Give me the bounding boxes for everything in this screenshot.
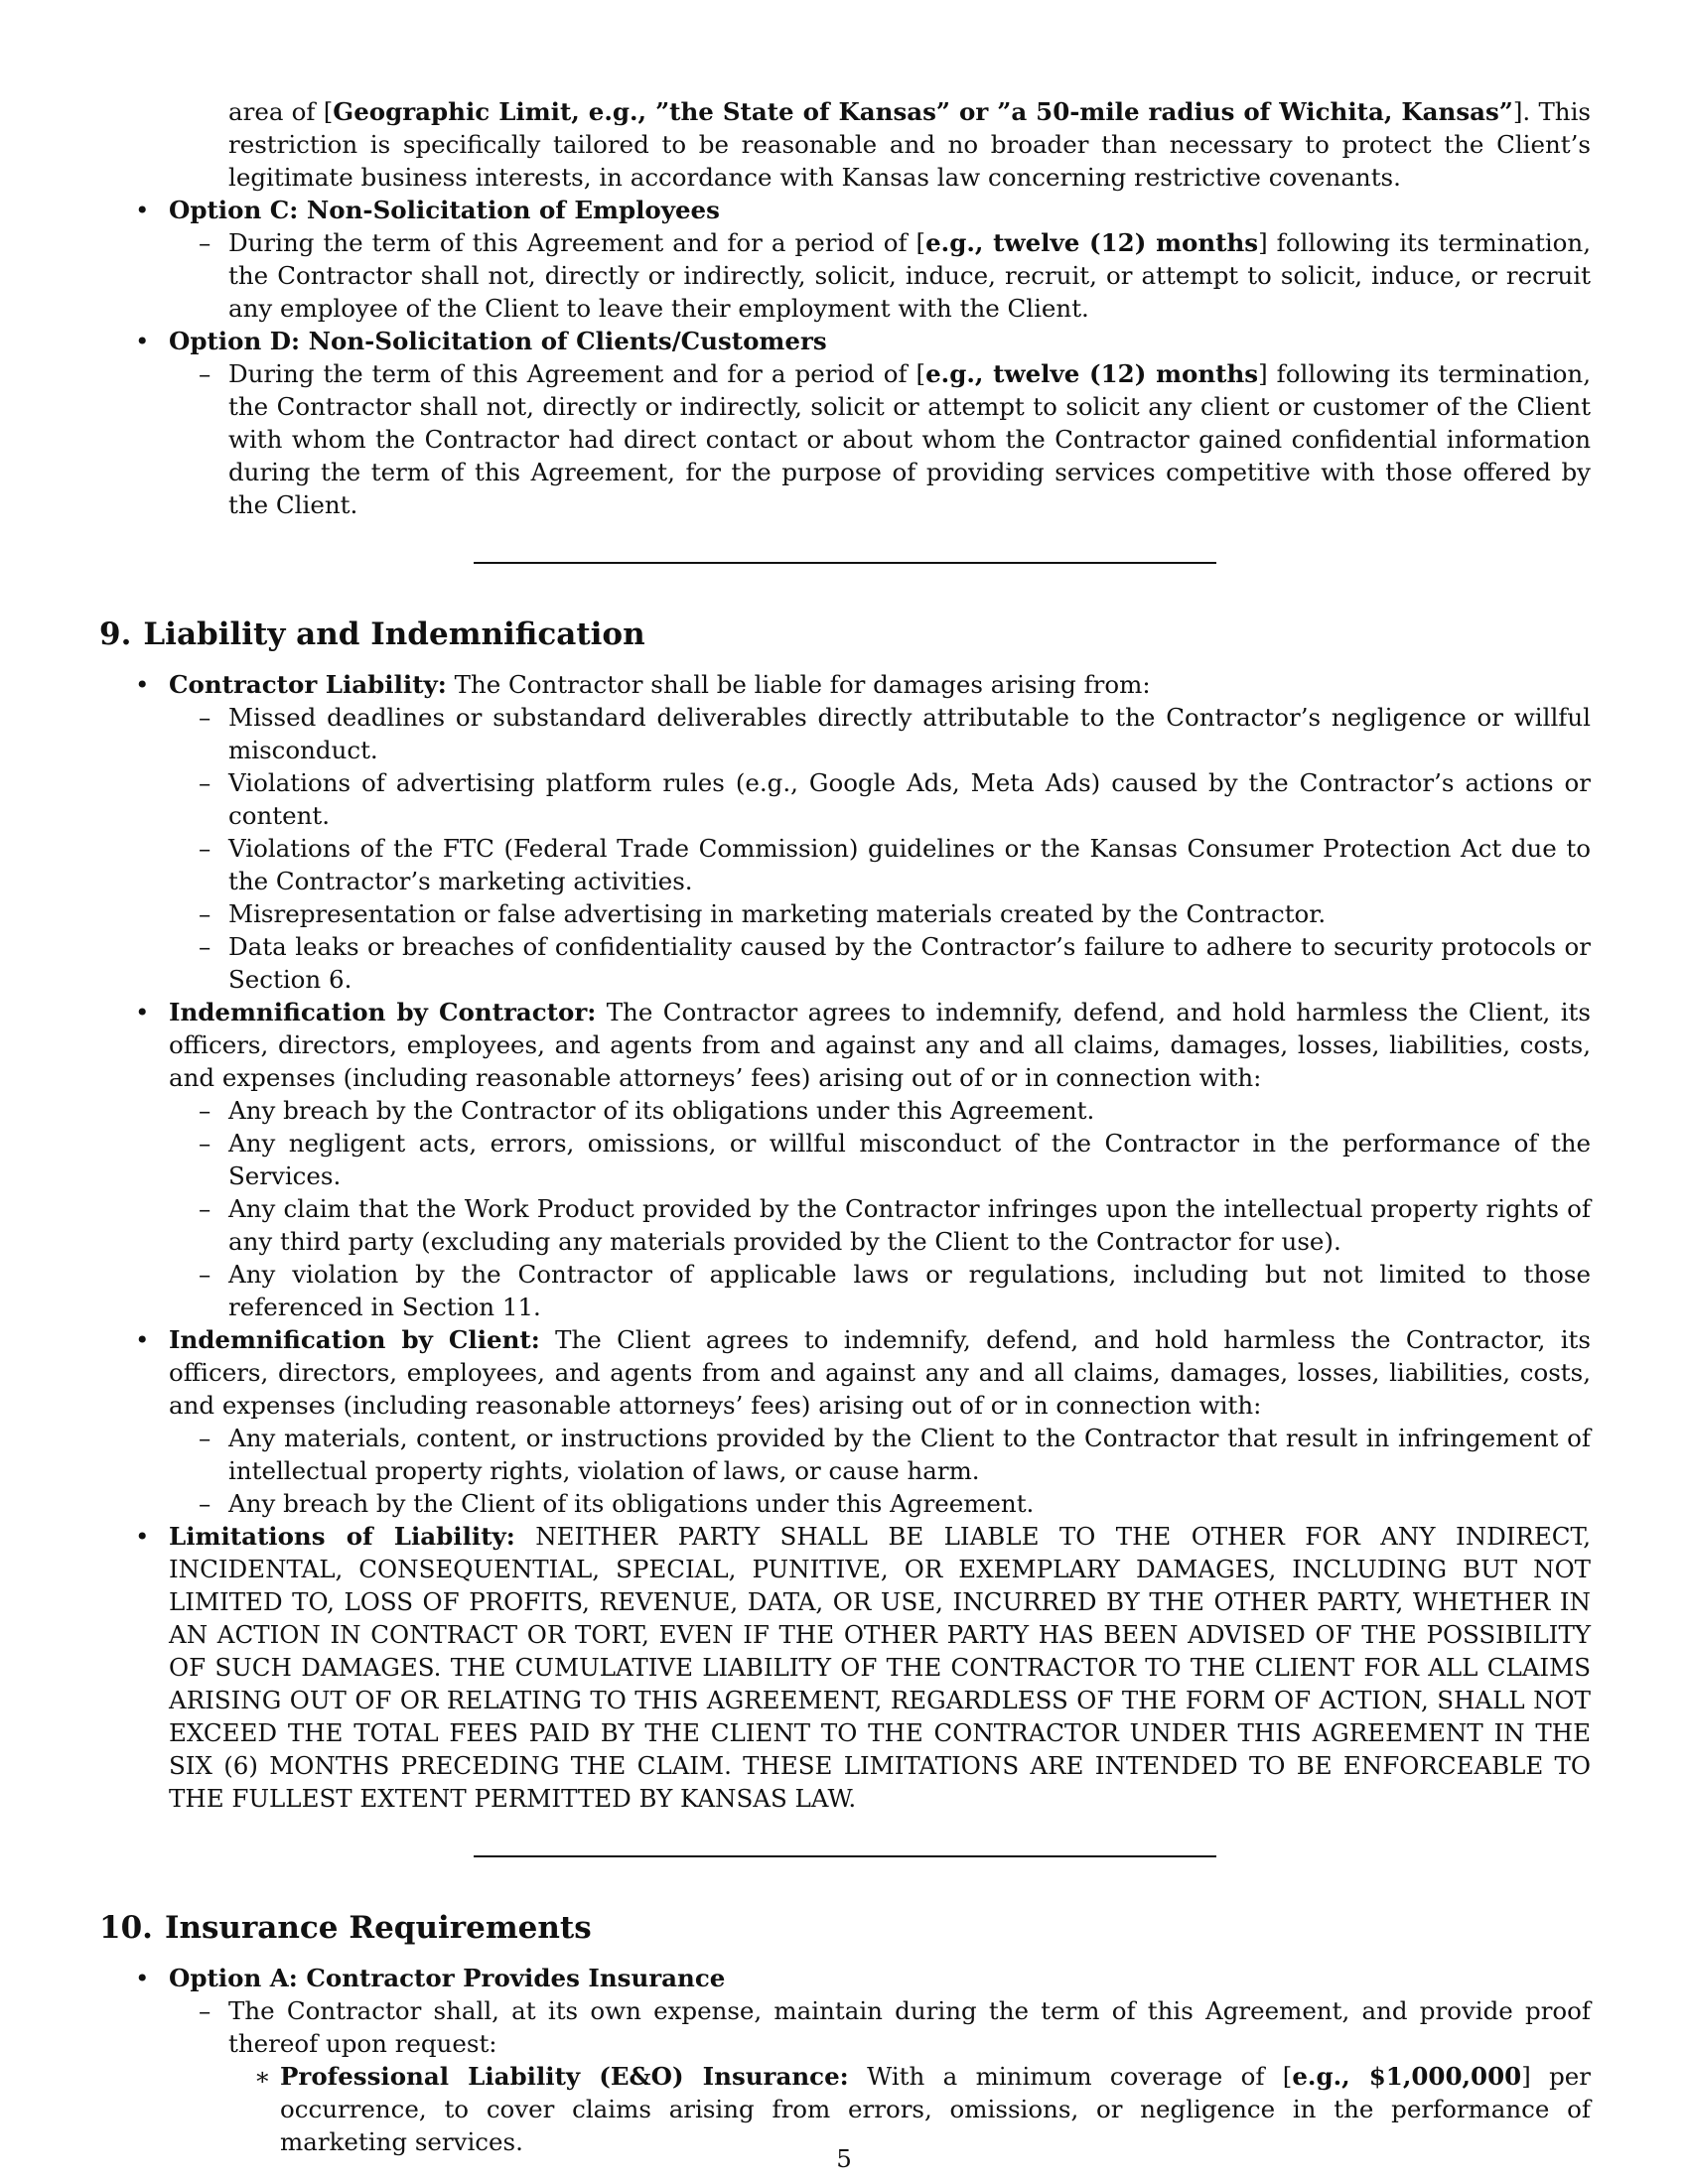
indemnification-by-client-item xyxy=(99,1323,1591,1520)
option-c-item xyxy=(99,194,1591,325)
list-item: – Any claim that the Work Product provided by the Contractor infringes upon the intellectual property rights of any third party (excluding any materials provided by the Client to the Contractor for use). xyxy=(169,1192,1591,1258)
placeholder-bold: e.g., twelve (12) months xyxy=(925,359,1259,388)
section9-list xyxy=(99,668,1591,1815)
carry-over-paragraph xyxy=(99,95,1591,194)
limitations-of-liability-item xyxy=(99,1520,1591,1815)
indemnification-by-contractor-item xyxy=(99,996,1591,1323)
option-d-text: – During the term of this Agreement and for a period of [e.g., twelve (12) months] following its termination, the Contractor shall not, directly or indirectly, solicit or attempt to solicit any client or customer of the Client with whom the Contractor had direct contact or about whom the Contractor gained confidential information during the term of this Agreement, for the purpose of providing services competitive with those offered by the Client. xyxy=(169,357,1591,521)
item-label: Professional Liability (E&O) Insurance: xyxy=(280,2062,849,2091)
section-divider xyxy=(474,562,1216,564)
list-item: – Misrepresentation or false advertising in marketing materials created by the Contractor. xyxy=(169,897,1591,930)
list-item: – Any breach by the Client of its obligations under this Agreement. xyxy=(169,1487,1591,1520)
list-item: – Violations of the FTC (Federal Trade Commission) guidelines or the Kansas Consumer Protection Act due to the Contractor’s marketing activities. xyxy=(169,832,1591,897)
section-number: 10. xyxy=(99,1910,153,1946)
section10-list xyxy=(99,1962,1591,2158)
option-title: Option D: Non-Solicitation of Clients/Customers xyxy=(169,327,827,355)
item-text: NEITHER PARTY SHALL BE LIABLE TO THE OTHER FOR ANY INDIRECT, INCIDENTAL, CONSEQUENTIAL, SPECIAL, PUNITIVE, OR EXEMPLARY DAMAGES, INCLUDING BUT NOT LIMITED TO, LOSS OF PROFITS, REVENUE, DATA, OR USE, INCURRED BY THE OTHER PARTY, WHETHER IN AN ACTION IN CONTRACT OR TORT, EVEN IF THE OTHER PARTY HAS BEEN ADVISED OF THE POSSIBILITY OF SUCH DAMAGES. THE CUMULATIVE LIABILITY OF THE CONTRACTOR TO THE CLIENT FOR ALL CLAIMS ARISING OUT OF OR RELATING TO THIS AGREEMENT, REGARDLESS OF THE FORM OF ACTION, SHALL NOT EXCEED THE TOTAL FEES PAID BY THE CLIENT TO THE CONTRACTOR UNDER THIS AGREEMENT IN THE SIX (6) MONTHS PRECEDING THE CLAIM. THESE LIMITATIONS ARE INTENDED TO BE ENFORCEABLE TO THE FULLEST EXTENT PERMITTED BY KANSAS LAW. xyxy=(169,1522,1591,1813)
list-item: – Data leaks or breaches of confidentiality caused by the Contractor’s failure to adhere to security protocols or Section 6. xyxy=(169,930,1591,996)
option-d-item xyxy=(99,325,1591,521)
list-item: – Any materials, content, or instructions provided by the Client to the Contractor that result in infringement of intellectual property rights, violation of laws, or cause harm. xyxy=(169,1422,1591,1487)
section8-options-list xyxy=(99,194,1591,521)
list-item xyxy=(169,1994,1591,2158)
list-item: – Any violation by the Contractor of applicable laws or regulations, including but not limited to those referenced in Section 11. xyxy=(169,1258,1591,1323)
section-divider xyxy=(474,1855,1216,1857)
text-run: area of [ xyxy=(228,97,334,126)
list-item: – Violations of advertising platform rules (e.g., Google Ads, Meta Ads) caused by the Contractor’s actions or content. xyxy=(169,766,1591,832)
item-text: The Client agrees to indemnify, defend, and hold harmless the Contractor, its officers, directors, employees, and agents from and against any and all claims, damages, losses, liabilities, costs, and expenses (including reasonable attorneys’ fees) arising out of or in connection with: xyxy=(169,1325,1591,1420)
section-10-heading xyxy=(99,1909,1591,1947)
contractor-liability-item xyxy=(99,668,1591,996)
placeholder-bold: Geographic Limit, e.g., ”the State of Kansas” or ”a 50-mile radius of Wichita, Kansas” xyxy=(333,97,1513,126)
page-number: 5 xyxy=(836,2144,852,2173)
option-c-text: – During the term of this Agreement and for a period of [e.g., twelve (12) months] following its termination, the Contractor shall not, directly or indirectly, solicit, induce, recruit, or attempt to solicit, induce, or recruit any employee of the Client to leave their employment with the Client. xyxy=(169,226,1591,325)
item-text: The Contractor agrees to indemnify, defend, and hold harmless the Client, its officers, directors, employees, and agents from and against any and all claims, damages, losses, liabilities, costs, and expenses (including reasonable attorneys’ fees) arising out of or in connection with: xyxy=(169,998,1591,1092)
option-title: Option A: Contractor Provides Insurance xyxy=(169,1964,726,1992)
list-item: – Any negligent acts, errors, omissions, or willful misconduct of the Contractor in the performance of the Services. xyxy=(169,1127,1591,1192)
item-label: Contractor Liability: xyxy=(169,670,447,699)
section-number: 9. xyxy=(99,616,132,652)
professional-liability-item: ∗ Professional Liability (E&O) Insurance: With a minimum coverage of [e.g., $1,000,000] per occurrence, to cover claims arising from errors, omissions, or negligence in the performance of marketing services. xyxy=(228,2060,1591,2158)
list-item: – Any breach by the Contractor of its obligations under this Agreement. xyxy=(169,1094,1591,1127)
text-run: ]. This restriction is specifically tailored to be reasonable and no broader than necessary to protect the Client’s legitimate business interests, in accordance with Kansas law concerning restrictive covenants. xyxy=(228,97,1591,192)
insurance-option-a-item xyxy=(99,1962,1591,2158)
item-label: Indemnification by Client: xyxy=(169,1325,540,1354)
option-title: Option C: Non-Solicitation of Employees xyxy=(169,196,720,224)
placeholder-bold: e.g., twelve (12) months xyxy=(925,228,1259,257)
section-title: Liability and Indemnification xyxy=(143,616,645,652)
item-label: Limitations of Liability: xyxy=(169,1522,515,1551)
item-text: The Contractor shall, at its own expense, maintain during the term of this Agreement, and provide proof thereof upon request: xyxy=(228,1996,1591,2058)
list-item: – Missed deadlines or substandard deliverables directly attributable to the Contractor’s negligence or willful misconduct. xyxy=(169,701,1591,766)
item-text: The Contractor shall be liable for damages arising from: xyxy=(454,670,1151,699)
section-title: Insurance Requirements xyxy=(164,1910,592,1946)
item-label: Indemnification by Contractor: xyxy=(169,998,597,1026)
section-9-heading xyxy=(99,615,1591,653)
document-page xyxy=(99,95,1591,2158)
placeholder-bold: e.g., $1,000,000 xyxy=(1292,2062,1522,2091)
